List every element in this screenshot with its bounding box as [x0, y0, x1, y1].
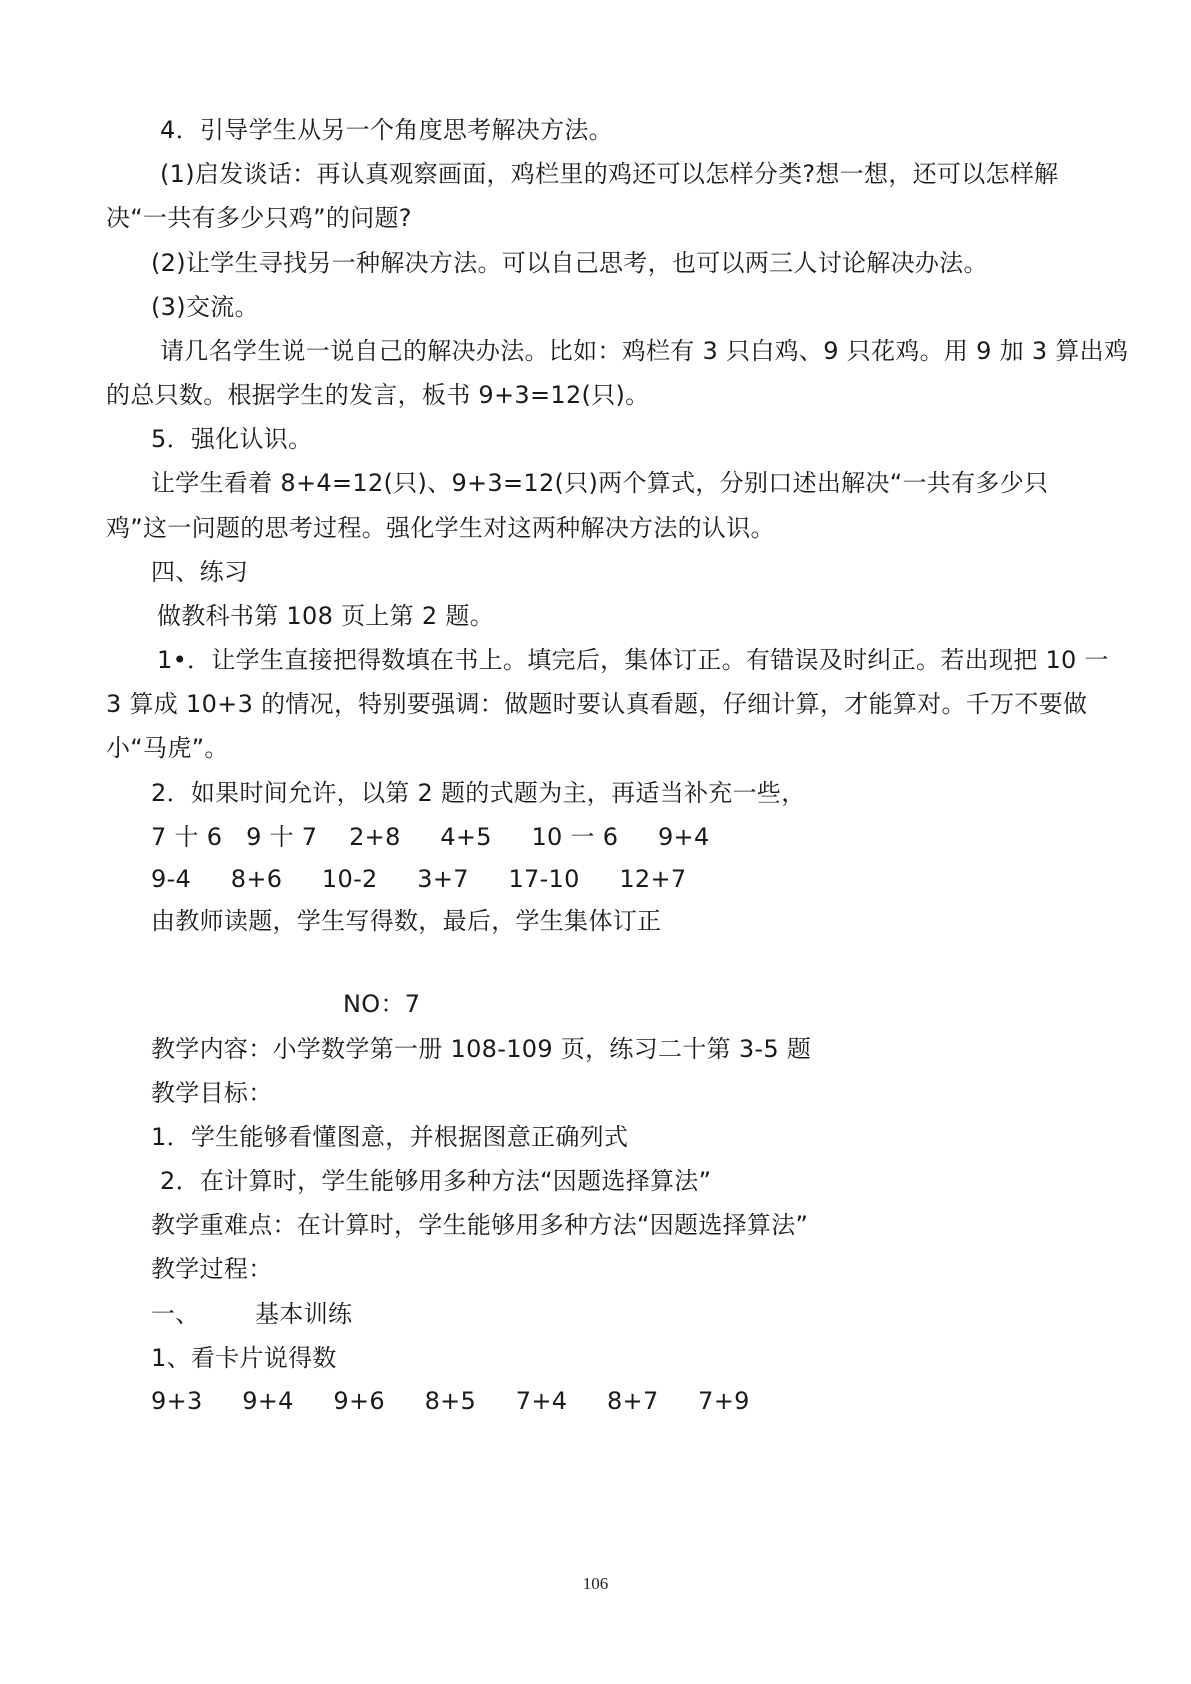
text-line: 的总只数。根据学生的发言，板书 9+3=12(只)。 [106, 381, 650, 409]
text-line: 由教师读题，学生写得数，最后，学生集体订正 [151, 907, 662, 935]
text-line: (1)启发谈话：再认真观察画面，鸡栏里的鸡还可以怎样分类?想一想，还可以怎样解 [160, 160, 1059, 188]
equation-row: 9-4 8+6 10-2 3+7 17-10 12+7 [151, 865, 687, 893]
text-line: (2)让学生寻找另一种解决方法。可以自己思考，也可以两三人讨论解决办法。 [151, 249, 988, 277]
equation-row: 7 十 6 9 十 7 2+8 4+5 10 一 6 9+4 [151, 823, 710, 851]
text-line: 鸡”这一问题的思考过程。强化学生对这两种解决方法的认识。 [106, 514, 775, 542]
text-line: (3)交流。 [151, 293, 259, 321]
text-line: 小“马虎”。 [106, 734, 229, 762]
text-line: 让学生看着 8+4=12(只)、9+3=12(只)两个算式，分别口述出解决“一共有多少只 [151, 469, 1049, 497]
text-line: 教学过程： [151, 1255, 273, 1283]
text-line: 4．引导学生从另一个角度思考解决方法。 [160, 116, 613, 144]
section-heading: 四、练习 [151, 558, 249, 586]
equation-row: 9+3 9+4 9+6 8+5 7+4 8+7 7+9 [151, 1387, 750, 1415]
lesson-number: NO：7 [343, 990, 421, 1018]
text-line: 教学目标： [151, 1079, 273, 1107]
text-line: 1•．让学生直接把得数填在书上。填完后，集体订正。有错误及时纠正。若出现把 10 一 [157, 646, 1109, 674]
text-line: 做教科书第 108 页上第 2 题。 [157, 602, 494, 630]
text-line: 教学重难点：在计算时，学生能够用多种方法“因题选择算法” [151, 1211, 809, 1239]
text-line: 1、看卡片说得数 [151, 1344, 337, 1372]
section-heading: 一、 基本训练 [151, 1300, 353, 1328]
text-line: 请几名学生说一说自己的解决办法。比如：鸡栏有 3 只白鸡、9 只花鸡。用 9 加 3 算出鸡 [160, 337, 1129, 365]
text-line: 2．在计算时，学生能够用多种方法“因题选择算法” [160, 1167, 712, 1195]
text-line: 3 算成 10+3 的情况，特别要强调：做题时要认真看题，仔细计算，才能算对。千万不要做 [106, 690, 1088, 718]
page-number: 106 [582, 1574, 609, 1593]
text-line: 1．学生能够看懂图意，并根据图意正确列式 [151, 1123, 629, 1151]
text-line: 教学内容：小学数学第一册 108-109 页，练习二十第 3-5 题 [151, 1035, 812, 1063]
text-line: 2．如果时间允许，以第 2 题的式题为主，再适当补充一些， [151, 779, 806, 807]
text-line: 5．强化认识。 [151, 425, 313, 453]
text-line: 决“一共有多少只鸡”的问题? [106, 204, 412, 232]
